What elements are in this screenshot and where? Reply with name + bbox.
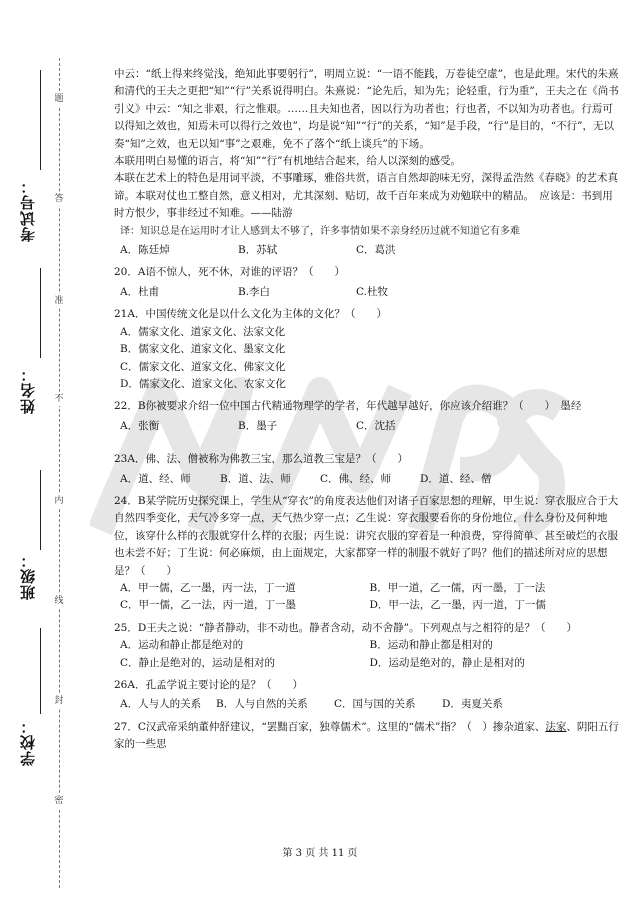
fold-word: 密 xyxy=(52,794,66,808)
option[interactable]: C．甲一儒，乙一法，丙一道，丁一墨 xyxy=(120,599,297,612)
option[interactable]: C．儒家文化、道家文化、佛家文化 xyxy=(120,360,286,373)
q23-options xyxy=(114,471,619,488)
option[interactable]: B．墨子 xyxy=(238,419,278,432)
option[interactable]: C.杜牧 xyxy=(356,285,388,298)
binding-margin xyxy=(0,0,92,906)
question-23: 23A．佛、法、僧被称为佛教三宝，那么道教三宝是？（ ） xyxy=(114,453,408,466)
school-line[interactable] xyxy=(40,628,41,714)
option[interactable]: B．苏轼 xyxy=(238,244,278,257)
option[interactable]: D．道、经、僧 xyxy=(420,472,492,485)
option[interactable]: A．人与人的关系 xyxy=(120,698,202,711)
question-26: 26A．孔孟学说主要讨论的是？（ ） xyxy=(114,679,303,691)
question-27 xyxy=(114,719,619,754)
option[interactable]: B．道、法、师 xyxy=(220,472,291,485)
option[interactable]: A．儒家文化、道家文化、法家文化 xyxy=(120,325,286,338)
q26-options xyxy=(114,696,619,713)
q25-options xyxy=(114,637,619,654)
q24-options xyxy=(114,580,619,597)
fold-word: 答 xyxy=(52,192,66,206)
fold-word: 内 xyxy=(52,494,66,508)
question-27-underlined: 法家 xyxy=(545,720,567,733)
name-label: 姓名： xyxy=(19,366,37,414)
class-label: 班级： xyxy=(19,552,37,600)
option[interactable]: A．运动和静止都是绝对的 xyxy=(120,639,244,652)
q25-options xyxy=(114,655,619,672)
option[interactable]: A．张衡 xyxy=(120,419,160,432)
document-body xyxy=(114,66,619,754)
option[interactable]: B．儒家文化、道家文化、墨家文化 xyxy=(120,343,286,356)
q20-options xyxy=(114,284,619,301)
translation-note: 译：知识总是在运用时才让人感到太不够了，许多事情如果不亲身经历过就不知道它有多难 xyxy=(120,225,520,237)
option[interactable]: B．运动和静止都是相对的 xyxy=(369,639,493,652)
fold-word: 题 xyxy=(52,92,66,106)
option[interactable]: D．运动是绝对的，静止是相对的 xyxy=(369,656,525,669)
q24-options xyxy=(114,597,619,614)
option[interactable]: C．葛洪 xyxy=(356,244,396,257)
question-21: 21A．中国传统文化是以什么文化为主体的文化？（ ） xyxy=(114,308,387,321)
option[interactable]: D．甲一法，乙一墨，丙一道，丁一儒 xyxy=(369,599,546,612)
question-27-text: 27．C汉武帝采纳董仲舒建议，“罢黜百家，独尊儒术”。这里的“儒术”指？（ ）掺杂道家、 xyxy=(114,720,546,733)
option[interactable]: A．陈廷焯 xyxy=(120,244,170,257)
passage-paragraph: 本联在艺术上的特色是用词平淡，不事雕琢，雅俗共赏，语言自然却韵味无穷，深得孟浩然《春晓》的艺术真谛。本联对仗也工整自然，意义相对，尤其深刻、贴切，故千百年来成为劝勉联中的精品。 应该是：书到用时方恨少，事非经过不知难。——陆游 xyxy=(114,172,618,220)
option[interactable]: A．道、经、师 xyxy=(120,472,191,485)
fold-line xyxy=(59,58,60,888)
option[interactable]: C．静止是绝对的，运动是相对的 xyxy=(120,656,276,669)
name-line[interactable] xyxy=(40,268,41,358)
fold-word: 不 xyxy=(52,392,66,406)
fold-word: 线 xyxy=(52,594,66,608)
q22-options xyxy=(114,418,619,435)
passage-paragraph: 本联用明白易懂的语言，将“知”“行”有机地结合起来，给人以深刻的感受。 xyxy=(114,155,461,168)
q19-options xyxy=(114,242,619,259)
option[interactable]: C．国与国的关系 xyxy=(334,698,416,711)
school-label: 学校： xyxy=(19,718,37,766)
question-27-text-end: 、阴阳五行家的一些思 xyxy=(114,720,619,751)
exam-number-label: 考试号： xyxy=(19,178,37,242)
option[interactable]: A．甲一儒，乙一墨，丙一法，丁一道 xyxy=(120,581,296,594)
option[interactable]: D．儒家文化、道家文化、农家文化 xyxy=(120,377,286,390)
question-24: 24．B某学院历史探究课上，学生从“穿衣”的角度表达他们对诸子百家思想的理解，甲生说：穿衣服应合于大自然四季变化，天气冷多穿一点，天气热少穿一点；乙生说：穿衣服要看你的身份地位，什么身份及何种地位，该穿什么样的衣服就穿什么样的衣服；丙生说：讲究衣服的穿着是一种浪费，穿得简单、甚至破烂的衣服也未尝不好；丁生说：何必麻烦，由上面规定，大家都穿一样的制服不就好了吗？他们的描述所对应的思想是？（ ） xyxy=(114,494,619,577)
option[interactable]: C．佛、经、师 xyxy=(320,472,392,485)
fold-word: 封 xyxy=(52,694,66,708)
option[interactable]: C．沈括 xyxy=(356,419,396,432)
option[interactable]: B．甲一道，乙一儒，丙一墨，丁一法 xyxy=(369,581,546,594)
option[interactable]: D．夷夏关系 xyxy=(442,698,503,711)
passage-paragraph: 中云：“纸上得来终觉浅，绝知此事要躬行”，明周立说：“一语不能践，万卷徒空虚”，也是此理。宋代的朱熹和清代的王夫之更把“知”“行”关系说得明白。朱熹说：“论先后，知为先；论轻重，行为重”，王夫之在《尚书引义》中云：“知之非艰，行之惟艰。……且夫知也者，因以行为功者也；行也者，不以知为功者也。行焉可以得知之效也，知焉未可以得行之效也”，均是说“知”“行”的关系，“知”是手段，“行”是目的，“不行”，无以奏“知”之效，也无以知“事”之艰难，免不了落个“纸上谈兵”的下场。 xyxy=(114,68,619,150)
exam-number-line[interactable] xyxy=(40,70,41,170)
option[interactable]: B．人与自然的关系 xyxy=(216,698,308,711)
page-footer: 第 3 页 共 11 页 xyxy=(282,848,358,859)
question-25: 25．D王夫之说：“静者静动，非不动也。静者含动，动不舍静”。下列观点与之相符的是？（ ） xyxy=(114,621,578,634)
question-22: 22．B你被要求介绍一位中国古代精通物理学的学者，年代越早越好，你应该介绍谁？（ ） 墨经 xyxy=(114,400,582,413)
option[interactable]: A．杜甫 xyxy=(120,285,160,298)
option[interactable]: B.李白 xyxy=(238,285,271,298)
class-line[interactable] xyxy=(40,470,41,550)
fold-word: 准 xyxy=(52,294,66,308)
question-20: 20．A语不惊人，死不休，对谁的评语？（ ） xyxy=(114,266,345,279)
